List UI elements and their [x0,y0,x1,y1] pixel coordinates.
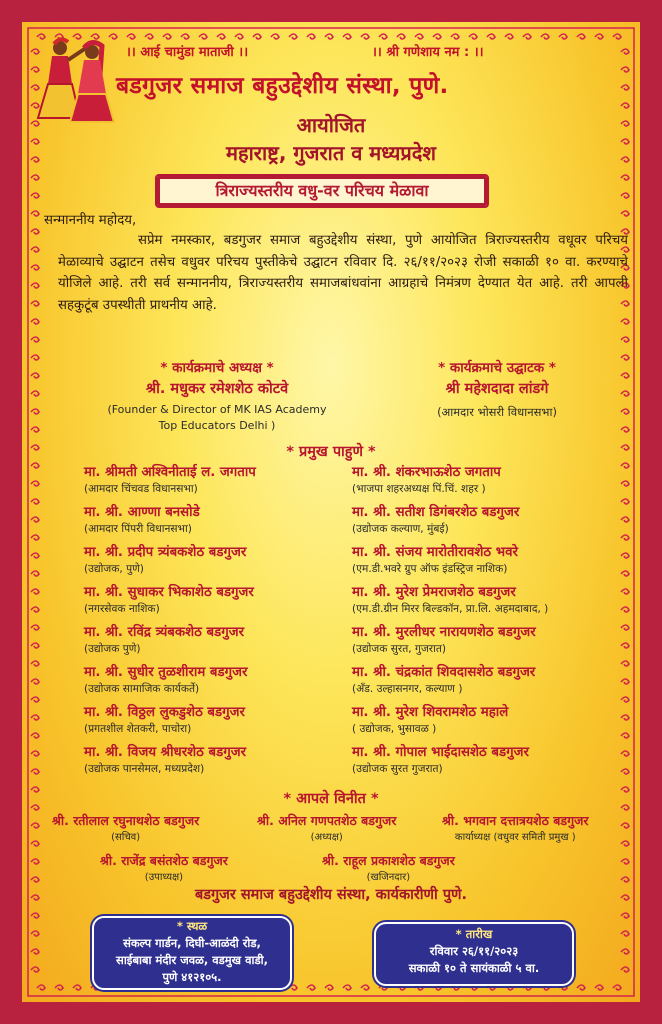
guest-name: मा. श्री. चंद्रकांत शिवदासशेठ बडगुजर [352,665,536,680]
guest-detail: (उद्योजक सुरत, गुजरात) [352,643,447,655]
regards-role: (खजिनदार) [366,872,411,883]
organisation-title: बडगुजर समाज बहुउद्देशीय संस्था, पुणे. [116,73,449,99]
date-line-2: सकाळी १० ते सायंकाळी ५ वा. [408,961,540,975]
president-detail-2: Top Educators Delhi ) [158,419,276,432]
date-box [374,922,574,986]
committee-line: बडगुजर समाज बहुउद्देशीय संस्था, कार्यकारीणी पुणे. [194,887,468,903]
guest-name: मा. श्री. विजय श्रीधरशेठ बडगुजर [84,745,247,760]
left-invocation: ।। आई चामुंडा माताजी ।। [126,45,249,60]
guest-name: मा. श्री. शंकरभाऊशेठ जगताप [352,465,501,480]
regards-entry [100,852,228,883]
regards-entry [322,852,455,883]
guest-detail: (नगरसेवक नाशिक) [84,603,160,615]
states-line: महाराष्ट्र, गुजरात व मध्यप्रदेश [226,141,436,165]
venue-line-2: साईबाबा मंदीर जवळ, वडमुख वाडी, [116,953,268,967]
inaugurator-name: श्री महेशदादा लांडगे [445,381,549,397]
guest-name: मा. श्री. सतीश डिगंबरशेठ बडगुजर [352,505,520,520]
guest-name: मा. श्री. विठ्ठल लुकडुशेठ बडगुजर [84,705,245,720]
guest-detail: (भाजपा शहरअध्यक्ष पिं.चिं. शहर ) [352,483,486,495]
regards-entry [52,812,199,843]
guest-name: मा. श्री. सुधीर तुळशीराम बडगुजर [84,665,248,680]
guest-detail: (आमदार पिंपरी विधानसभा) [84,523,192,535]
regards-heading: * आपले विनीत * [283,791,379,807]
guest-name: मा. श्री. सुधाकर भिकाशेठ बडगुजर [84,585,254,600]
guest-detail: (उद्योजक पानसेमल, मध्यप्रदेश) [84,763,205,775]
regards-name: श्री. राजेंद्र बसंतशेठ बडगुजर [100,853,228,868]
guest-detail: (आमदार चिंचवड विधानसभा) [84,483,198,495]
guest-name: मा. श्रीमती अश्विनीताई ल. जगताप [84,465,256,480]
guest-name: मा. श्री. मुरेश प्रेमराजशेठ बडगुजर [352,585,516,600]
guest-detail: (एम.डी.ग्रीन मिरर बिल्डकॉन, प्रा.लि. अहमदाबाद, ) [352,603,549,615]
salutation: सन्माननीय महोदय, [44,213,137,228]
guest-name: मा. श्री. गोपाल भाईदासशेठ बडगुजर [352,745,529,760]
regards-entry [442,812,589,843]
regards-role: (सचिव) [111,832,141,843]
guest-detail: (उद्योजक कल्याण, मुंबई) [352,523,449,535]
guest-detail: (उद्योजक सामाजिक कार्यकर्ते) [84,683,200,695]
guest-name: मा. श्री. रविंद्र त्र्यंबकशेठ बडगुजर [84,625,245,640]
guest-name: मा. श्री. मुरलीधर नारायणशेठ बडगुजर [352,625,536,640]
venue-line-1: संकल्प गार्डन, दिघी-आळंदी रोड, [123,936,261,950]
organised-label: आयोजित [296,113,366,137]
regards-role: (अध्यक्ष) [310,832,343,843]
event-title: त्रिराज्यस्तरीय वधु-वर परिचय मेळावा [215,181,429,200]
president-heading: * कार्यक्रमाचे अध्यक्ष * [160,360,274,376]
guest-detail: (प्रगतशील शेतकरी, पाचोरा) [84,723,192,735]
regards-role: कार्याध्यक्ष (वधुवर समिती प्रमुख ) [454,832,576,843]
guest-name: मा. श्री. संजय मारोतीरावशेठ भवरे [352,545,518,560]
guest-name: मा. श्री. मुरेश शिवरामशेठ महाले [352,705,509,720]
right-invocation: ।। श्री गणेशाय नम : ।। [372,45,484,60]
guest-detail: (उद्योजक सुरत गुजरात) [352,763,443,775]
regards-name: श्री. भगवान दत्तात्रयशेठ बडगुजर [442,813,589,828]
regards-role: (उपाध्यक्ष) [144,872,184,883]
regards-name: श्री. अनिल गणपतशेठ बडगुजर [257,813,397,828]
guest-detail: (उद्योजक, पुणे) [84,563,144,575]
event-title-ribbon [155,174,489,208]
regards-name: श्री. रतीलाल रघुनाथशेठ बडगुजर [52,813,200,828]
regards-name: श्री. राहूल प्रकाशशेठ बडगुजर [322,853,455,868]
guest-name: मा. श्री. प्रदीप त्र्यंबकशेठ बडगुजर [84,545,247,560]
president-name: श्री. मधुकर रमेशशेठ कोटवे [145,381,289,397]
guest-detail: (उद्योजक पुणे) [84,643,141,655]
chief-guests-heading: * प्रमुख पाहुणे * [286,444,376,460]
venue-label: * स्थळ [176,919,208,933]
guest-detail: (अँड. उल्हासनगर, कल्याण ) [352,683,463,695]
date-label: * तारीख [455,927,493,941]
regards-entry [257,812,396,843]
guest-detail: ( उद्योजक, भुसावळ ) [352,723,437,735]
guest-detail: (एम.डी.भवरे ग्रुप ऑफ इंडस्ट्रिज नाशिक) [352,563,508,575]
president-detail-1: (Founder & Director of MK IAS Academy [107,403,327,416]
venue-line-3: पुणे ४१२१०५. [162,970,222,984]
venue-box [92,916,292,990]
date-line-1: रविवार २६/११/२०२३ [429,944,519,958]
guest-name: मा. श्री. आण्णा बनसोडे [84,505,200,520]
inaugurator-detail: (आमदार भोसरी विधानसभा) [437,405,557,419]
card-background [22,22,640,1002]
inaugurator-heading: * कार्यक्रमाचे उद्घाटक * [438,360,556,376]
invitation-body: सप्रेम नमस्कार, बडगुजर समाज बहुउद्देशीय संस्था, पुणे आयोजित त्रिराज्यस्तरीय वधूवर परिचय मेळाव्याचे उद्घाटन तसेच वधुवर परिचय पुस्तीकेचे उद्घाटन रविवार दि. २६/११/२०२३ रोजी सकाळी १० वा. करण्याचे योजिले आहे. तरी सर्व सन्माननीय, त्रिराज्यस्तरीय समाजबांधवांना आग्रहाचे निमंत्रण देण्यात येत आहे. तरी आपली सहकुटूंब उपस्थीती प्राथनीय आहे. [58,233,628,313]
